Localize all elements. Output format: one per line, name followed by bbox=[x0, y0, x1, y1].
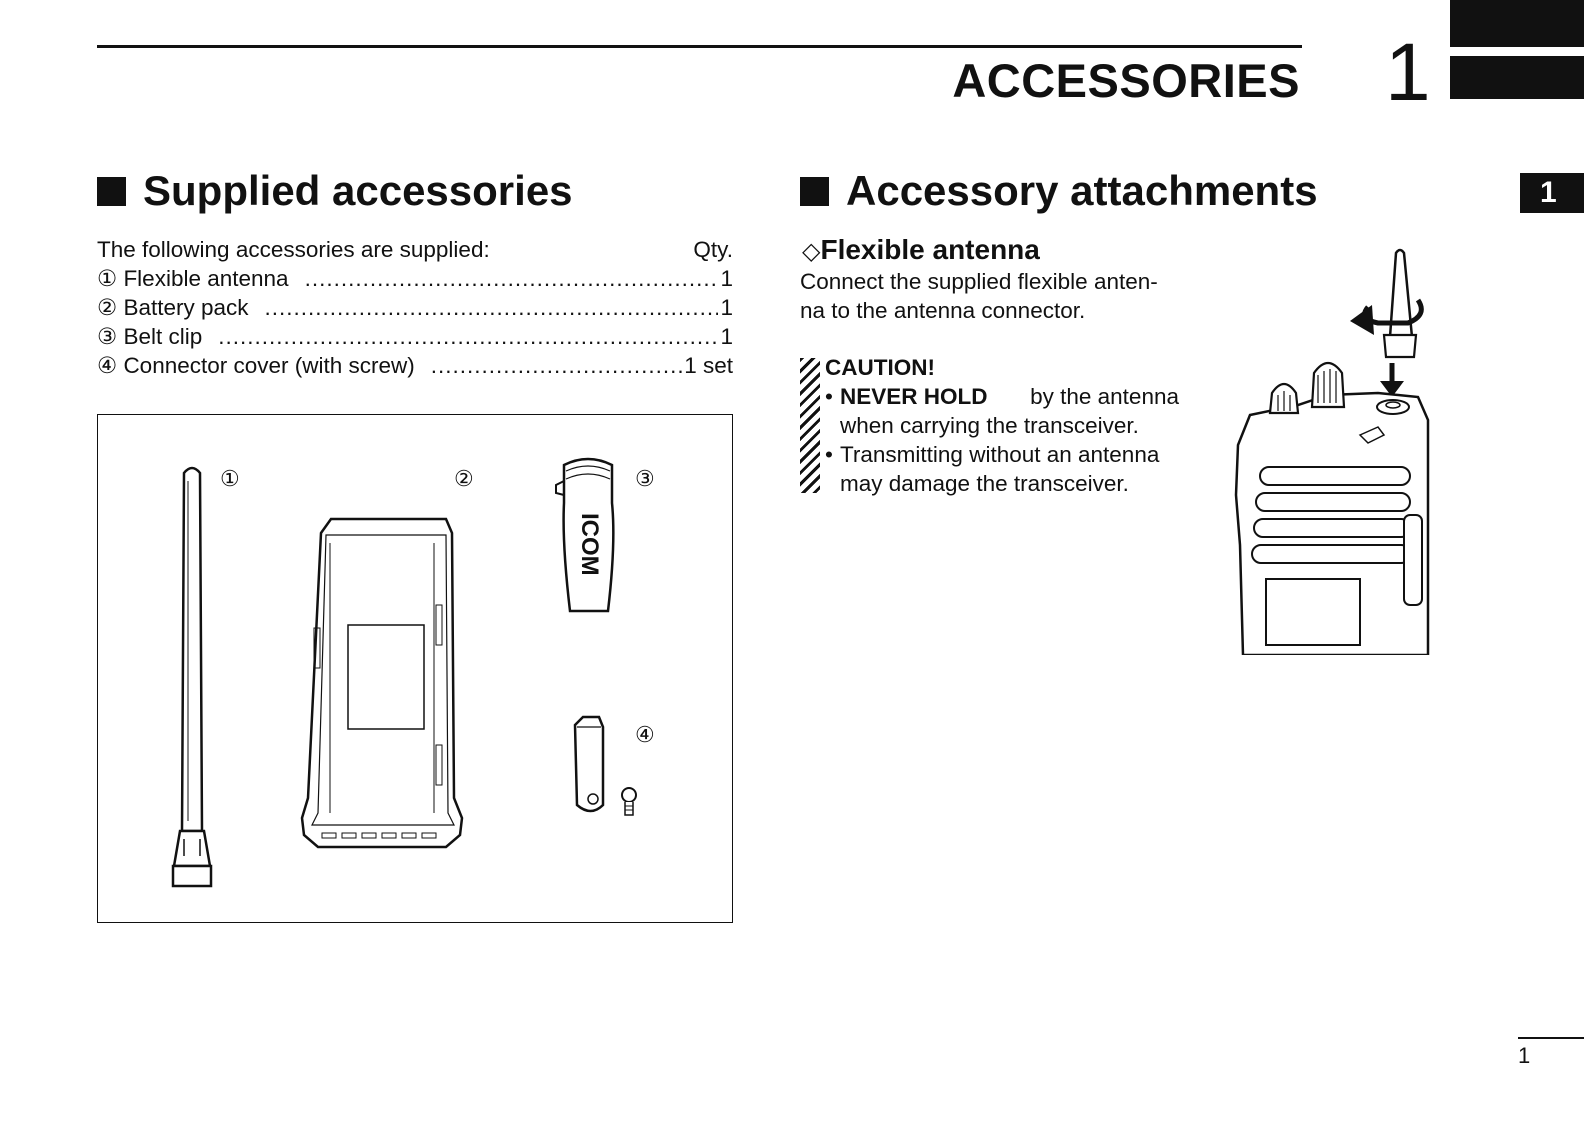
attachments-heading-text: Accessory attachments bbox=[846, 167, 1318, 214]
heading-square-icon bbox=[97, 177, 126, 206]
chapter-title: ACCESSORIES bbox=[952, 54, 1300, 107]
header-rule bbox=[97, 45, 1302, 48]
accessory-list bbox=[97, 235, 733, 380]
figure-label-2: ② bbox=[454, 466, 474, 491]
heading-square-icon bbox=[800, 177, 829, 206]
supplied-accessories-heading bbox=[97, 166, 573, 216]
list-item bbox=[97, 351, 733, 380]
chapter-number: 1 bbox=[1385, 27, 1431, 118]
transceiver-antenna-illustration bbox=[1228, 245, 1433, 655]
page-number: 1 bbox=[1518, 1043, 1531, 1068]
bullet-text: Transmitting without an antenna bbox=[840, 442, 1160, 467]
list-item bbox=[97, 264, 733, 293]
qty-header: Qty. bbox=[693, 237, 733, 262]
item-label: Flexible antenna bbox=[123, 266, 289, 291]
item-number: ③ bbox=[97, 324, 118, 349]
subheading-text: Flexible antenna bbox=[820, 234, 1040, 265]
bullet-emphasis: NEVER HOLD bbox=[840, 384, 988, 409]
instruction-line: Connect the supplied flexible anten- bbox=[800, 269, 1158, 294]
list-intro: The following accessories are supplied: bbox=[97, 237, 490, 262]
leader-dots bbox=[431, 351, 682, 380]
item-label: Belt clip bbox=[123, 324, 203, 349]
leader-dots bbox=[218, 322, 718, 351]
leader-dots bbox=[305, 264, 719, 293]
item-number: ① bbox=[97, 266, 118, 291]
belt-clip-icon bbox=[546, 453, 626, 621]
item-number: ② bbox=[97, 295, 118, 320]
flexible-antenna-icon bbox=[164, 461, 216, 891]
chapter-tab-bar-bottom bbox=[1450, 56, 1584, 99]
item-qty: 1 set bbox=[684, 353, 733, 378]
item-qty: 1 bbox=[720, 295, 733, 320]
caution-stripes bbox=[800, 358, 820, 493]
antenna-instructions bbox=[800, 267, 1180, 325]
battery-pack-icon bbox=[296, 513, 466, 853]
figure-label-3: ③ bbox=[635, 466, 655, 491]
item-qty: 1 bbox=[720, 324, 733, 349]
list-item bbox=[97, 322, 733, 351]
instruction-line: na to the antenna connector. bbox=[800, 298, 1086, 323]
item-qty: 1 bbox=[720, 266, 733, 291]
item-number: ④ bbox=[97, 353, 118, 378]
chapter-tab-bar-top bbox=[1450, 0, 1584, 47]
flexible-antenna-subheading bbox=[802, 234, 1040, 268]
bullet-text: when carrying the transceiver. bbox=[840, 413, 1139, 438]
connector-cover-icon bbox=[563, 713, 643, 823]
figure-label-1: ① bbox=[220, 466, 240, 491]
list-header-row bbox=[97, 235, 733, 264]
accessory-attachments-heading bbox=[800, 166, 1318, 216]
diamond-outline-icon: ◇ bbox=[802, 238, 821, 265]
figure-label-4: ④ bbox=[635, 722, 655, 747]
side-chapter-tab: 1 bbox=[1520, 173, 1584, 213]
item-label: Connector cover (with screw) bbox=[123, 353, 415, 378]
item-label: Battery pack bbox=[123, 295, 249, 320]
leader-dots bbox=[265, 293, 719, 322]
clip-logo-text: ICOM bbox=[576, 513, 603, 576]
caution-title: CAUTION! bbox=[825, 355, 935, 380]
caution-bullet: • Transmitting without an antenna bbox=[825, 442, 1160, 467]
bullet-text: by the antenna bbox=[1030, 384, 1179, 409]
caution-box bbox=[825, 353, 1179, 498]
supplied-heading-text: Supplied accessories bbox=[143, 167, 573, 214]
list-item bbox=[97, 293, 733, 322]
footer-rule bbox=[1518, 1037, 1584, 1039]
accessories-figure bbox=[97, 414, 733, 923]
bullet-text: may damage the transceiver. bbox=[840, 471, 1129, 496]
caution-bullet: • NEVER HOLD by the antenna bbox=[825, 384, 1179, 409]
